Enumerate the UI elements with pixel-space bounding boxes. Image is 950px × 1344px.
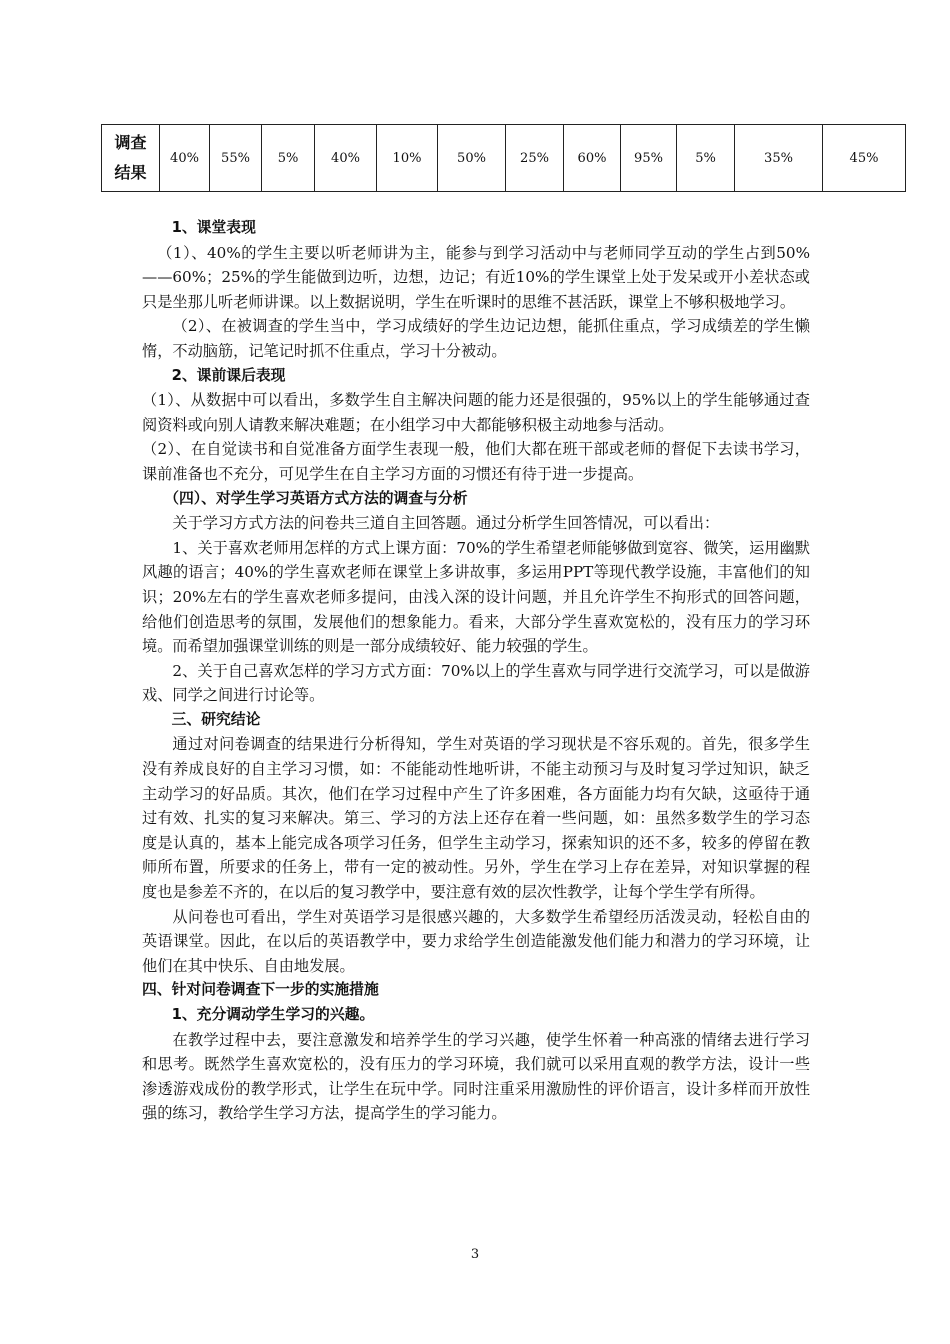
paragraph: 2、关于自己喜欢怎样的学习方式方面：70%以上的学生喜欢与同学进行交流学习，可以是做游戏、同学之间进行讨论等。 (142, 661, 810, 705)
paragraph: 通过对问卷调查的结果进行分析得知，学生对英语的学习现状是不容乐观的。首先，很多学生没有养成良好的自主学习习惯，如：不能能动性地听讲，不能主动预习与及时复习学过知识，缺乏主动学习的好品质。其次，他们在学习过程中产生了许多困难，各方面能力均有欠缺，这亟待于通过有效、扎实的复习来解决。第三、学习的方法上还存在着一些问题，如：虽然多数学生的学习态度是认真的，基本上能完成各项学习任务，但学生主动学习，探索知识的还不多，较多的停留在教师所布置，所要求的任务上，带有一定的被动性。另外，学生在学习上存在差异，对知识掌握的程度也是参差不齐的，在以后的复习教学中，要注意有效的层次性教学，让每个学生学有所得。 (142, 735, 810, 902)
table-cell: 60% (564, 125, 621, 192)
paragraph: 1、关于喜欢老师用怎样的方式上课方面：70%的学生希望老师能够做到宽容、微笑，运用幽默风趣的语言；40%的学生喜欢老师在课堂上多讲故事，多运用PPT等现代教学设施，丰富他们的知识；20%左右的学生喜欢老师多提问，由浅入深的设计问题，并且允许学生不拘形式的回答问题，给他们创造思考的氛围，发展他们的想象能力。看来，大部分学生喜欢宽松的，没有压力的学习环境。而希望加强课堂训练的则是一部分成绩较好、能力较强的学生。 (142, 538, 810, 656)
table-cell: 45% (823, 125, 906, 192)
row-header-line: 调查 (114, 133, 147, 152)
table-cell: 35% (735, 125, 823, 192)
section-heading: 1、课堂表现 (171, 219, 256, 236)
paragraph: （1）、从数据中可以看出，多数学生自主解决问题的能力还是很强的，95%以上的学生能够通过查阅资料或向别人请教来解决难题；在小组学习中大都能够积极主动地参与活动。 (142, 391, 810, 434)
survey-results-table (101, 124, 906, 192)
paragraph: （2）、在自觉读书和自觉准备方面学生表现一般，他们大都在班干部或老师的督促下去读书学习，课前准备也不充分，可见学生在自主学习方面的习惯还有待于进一步提高。 (142, 440, 810, 483)
table-cell: 40% (315, 125, 377, 192)
paragraph: 在教学过程中去，要注意激发和培养学生的学习兴趣，使学生怀着一种高涨的情绪去进行学习和思考。既然学生喜欢宽松的，没有压力的学习环境，我们就可以采用直观的教学方法，设计一些渗透游戏成份的教学形式，让学生在玩中学。同时注重采用激励性的评价语言，设计多样而开放性强的练习，教给学生学习方法，提高学生的学习能力。 (142, 1030, 810, 1123)
paragraph: 从问卷也可看出，学生对英语学习是很感兴趣的，大多数学生希望经历活泼灵动，轻松自由的英语课堂。因此，在以后的英语教学中，要力求给学生创造能激发他们能力和潜力的学习环境，让他们在其中快乐、自由地发展。 (142, 907, 810, 975)
section-heading: 2、课前课后表现 (171, 366, 286, 384)
table-cell: 95% (621, 125, 677, 192)
body-text (142, 216, 810, 1126)
section-heading: 三、研究结论 (171, 710, 261, 728)
table-cell: 5% (677, 125, 735, 192)
table-cell: 5% (262, 125, 315, 192)
row-header-line: 结果 (114, 163, 147, 182)
table-cell: 55% (210, 125, 262, 192)
table-row (102, 125, 906, 192)
table-cell: 10% (377, 125, 438, 192)
paragraph: （1）、40%的学生主要以听老师讲为主，能参与到学习活动中与老师同学互动的学生占到50%——60%；25%的学生能做到边听，边想，边记；有近10%的学生课堂上处于发呆或开小差状态或只是坐那儿听老师讲课。以上数据说明，学生在听课时的思维不甚活跃，课堂上不够积极地学习。 (142, 243, 810, 311)
section-heading: 1、充分调动学生学习的兴趣。 (171, 1006, 375, 1023)
table-cell: 25% (506, 125, 564, 192)
section-heading: （四）、对学生学习英语方式方法的调查与分析 (164, 489, 468, 507)
paragraph: （2）、在被调查的学生当中，学习成绩好的学生边记边想，能抓住重点，学习成绩差的学生懒惰，不动脑筋，记笔记时抓不住重点，学习十分被动。 (142, 317, 810, 360)
table-cell: 50% (438, 125, 506, 192)
row-header (102, 125, 160, 192)
paragraph: 关于学习方式方法的问卷共三道自主回答题。通过分析学生回答情况，可以看出： (172, 514, 720, 533)
page-number: 3 (470, 1247, 480, 1262)
section-heading: 四、针对问卷调查下一步的实施措施 (142, 981, 379, 999)
table-cell: 40% (160, 125, 210, 192)
